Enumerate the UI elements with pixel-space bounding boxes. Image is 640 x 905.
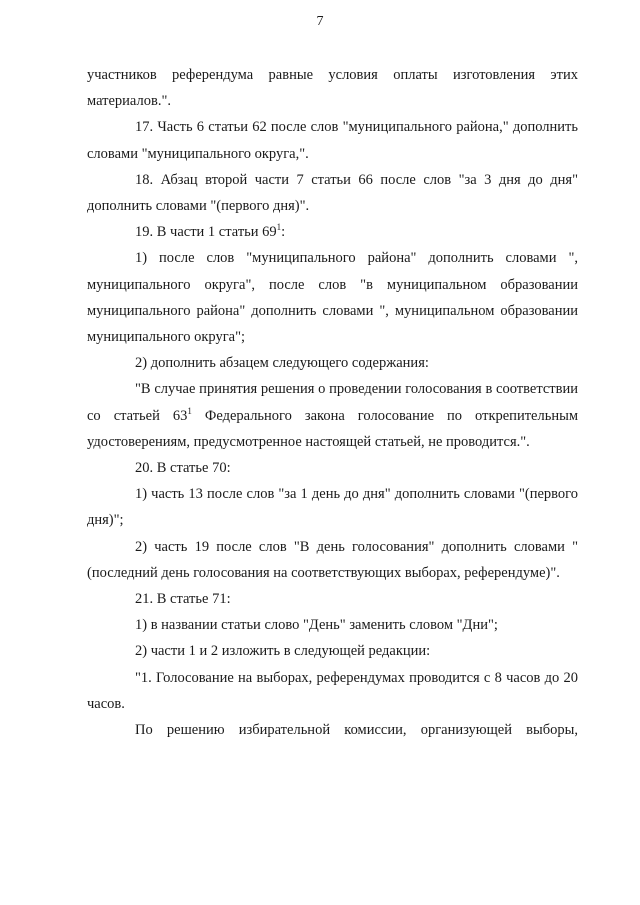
document-body xyxy=(87,62,578,743)
paragraph-text: "1. Голосование на выборах, референдумах проводится с 8 часов до 20 часов. xyxy=(87,669,578,712)
paragraph-text-continued: Федерального закона голосование по открепительным удостоверениям, предусмотренное настоящей статьей, не проводится.". xyxy=(87,407,578,450)
page-number: 7 xyxy=(316,14,324,29)
paragraph-text: 2) часть 19 после слов "В день голосования" дополнить словами "(последний день голосования на соответствующих выборах, референдуме)". xyxy=(87,538,578,581)
paragraph-text: 19. В части 1 статьи 69 xyxy=(135,224,277,241)
paragraph-p12 xyxy=(87,612,578,638)
paragraph-text: 2) части 1 и 2 изложить в следующей редакции: xyxy=(135,643,431,660)
paragraph-p2 xyxy=(87,114,578,166)
paragraph-p11 xyxy=(87,586,578,612)
superscript: 1 xyxy=(187,405,192,416)
paragraph-text: 1) часть 13 после слов "за 1 день до дня" дополнить словами "(первого дня)"; xyxy=(87,486,578,529)
paragraph-text: 17. Часть 6 статьи 62 после слов "муниципального района," дополнить словами "муниципального округа,". xyxy=(87,119,578,162)
paragraph-text: 20. В статье 70: xyxy=(135,460,231,477)
paragraph-text-continued: : xyxy=(281,224,286,241)
paragraph-p10 xyxy=(87,534,578,586)
paragraph-text: 1) в названии статьи слово "День" заменить словом "Дни"; xyxy=(135,617,498,634)
paragraph-p1 xyxy=(87,62,578,114)
paragraph-text: 21. В статье 71: xyxy=(135,591,231,608)
paragraph-p14 xyxy=(87,665,578,717)
paragraph-text: 1) после слов "муниципального района" дополнить словами ", муниципального округа", после слов "в муниципальном образовании муниципального района" дополнить словами ", муниципальном образовании муниципального округа"; xyxy=(87,250,578,346)
paragraph-p9 xyxy=(87,481,578,533)
paragraph-p15 xyxy=(87,717,578,743)
paragraph-text: участников референдума равные условия оплаты изготовления этих материалов.". xyxy=(87,67,578,110)
paragraph-text: 2) дополнить абзацем следующего содержания: xyxy=(135,355,429,372)
paragraph-text: "В случае принятия решения о проведении голосования в соответствии со статьей 63 xyxy=(87,381,578,424)
paragraph-p5 xyxy=(87,245,578,350)
paragraph-text: 18. Абзац второй части 7 статьи 66 после слов "за 3 дня до дня" дополнить словами "(первого дня)". xyxy=(87,171,578,215)
paragraph-text: По решению избирательной комиссии, организующей выборы, xyxy=(135,722,578,739)
paragraph-p3 xyxy=(87,167,578,219)
superscript: 1 xyxy=(276,222,282,233)
paragraph-p8 xyxy=(87,455,578,481)
paragraph-p7 xyxy=(87,376,578,455)
paragraph-p6 xyxy=(87,350,578,376)
paragraph-p4 xyxy=(87,219,578,245)
paragraph-p13 xyxy=(87,638,578,664)
